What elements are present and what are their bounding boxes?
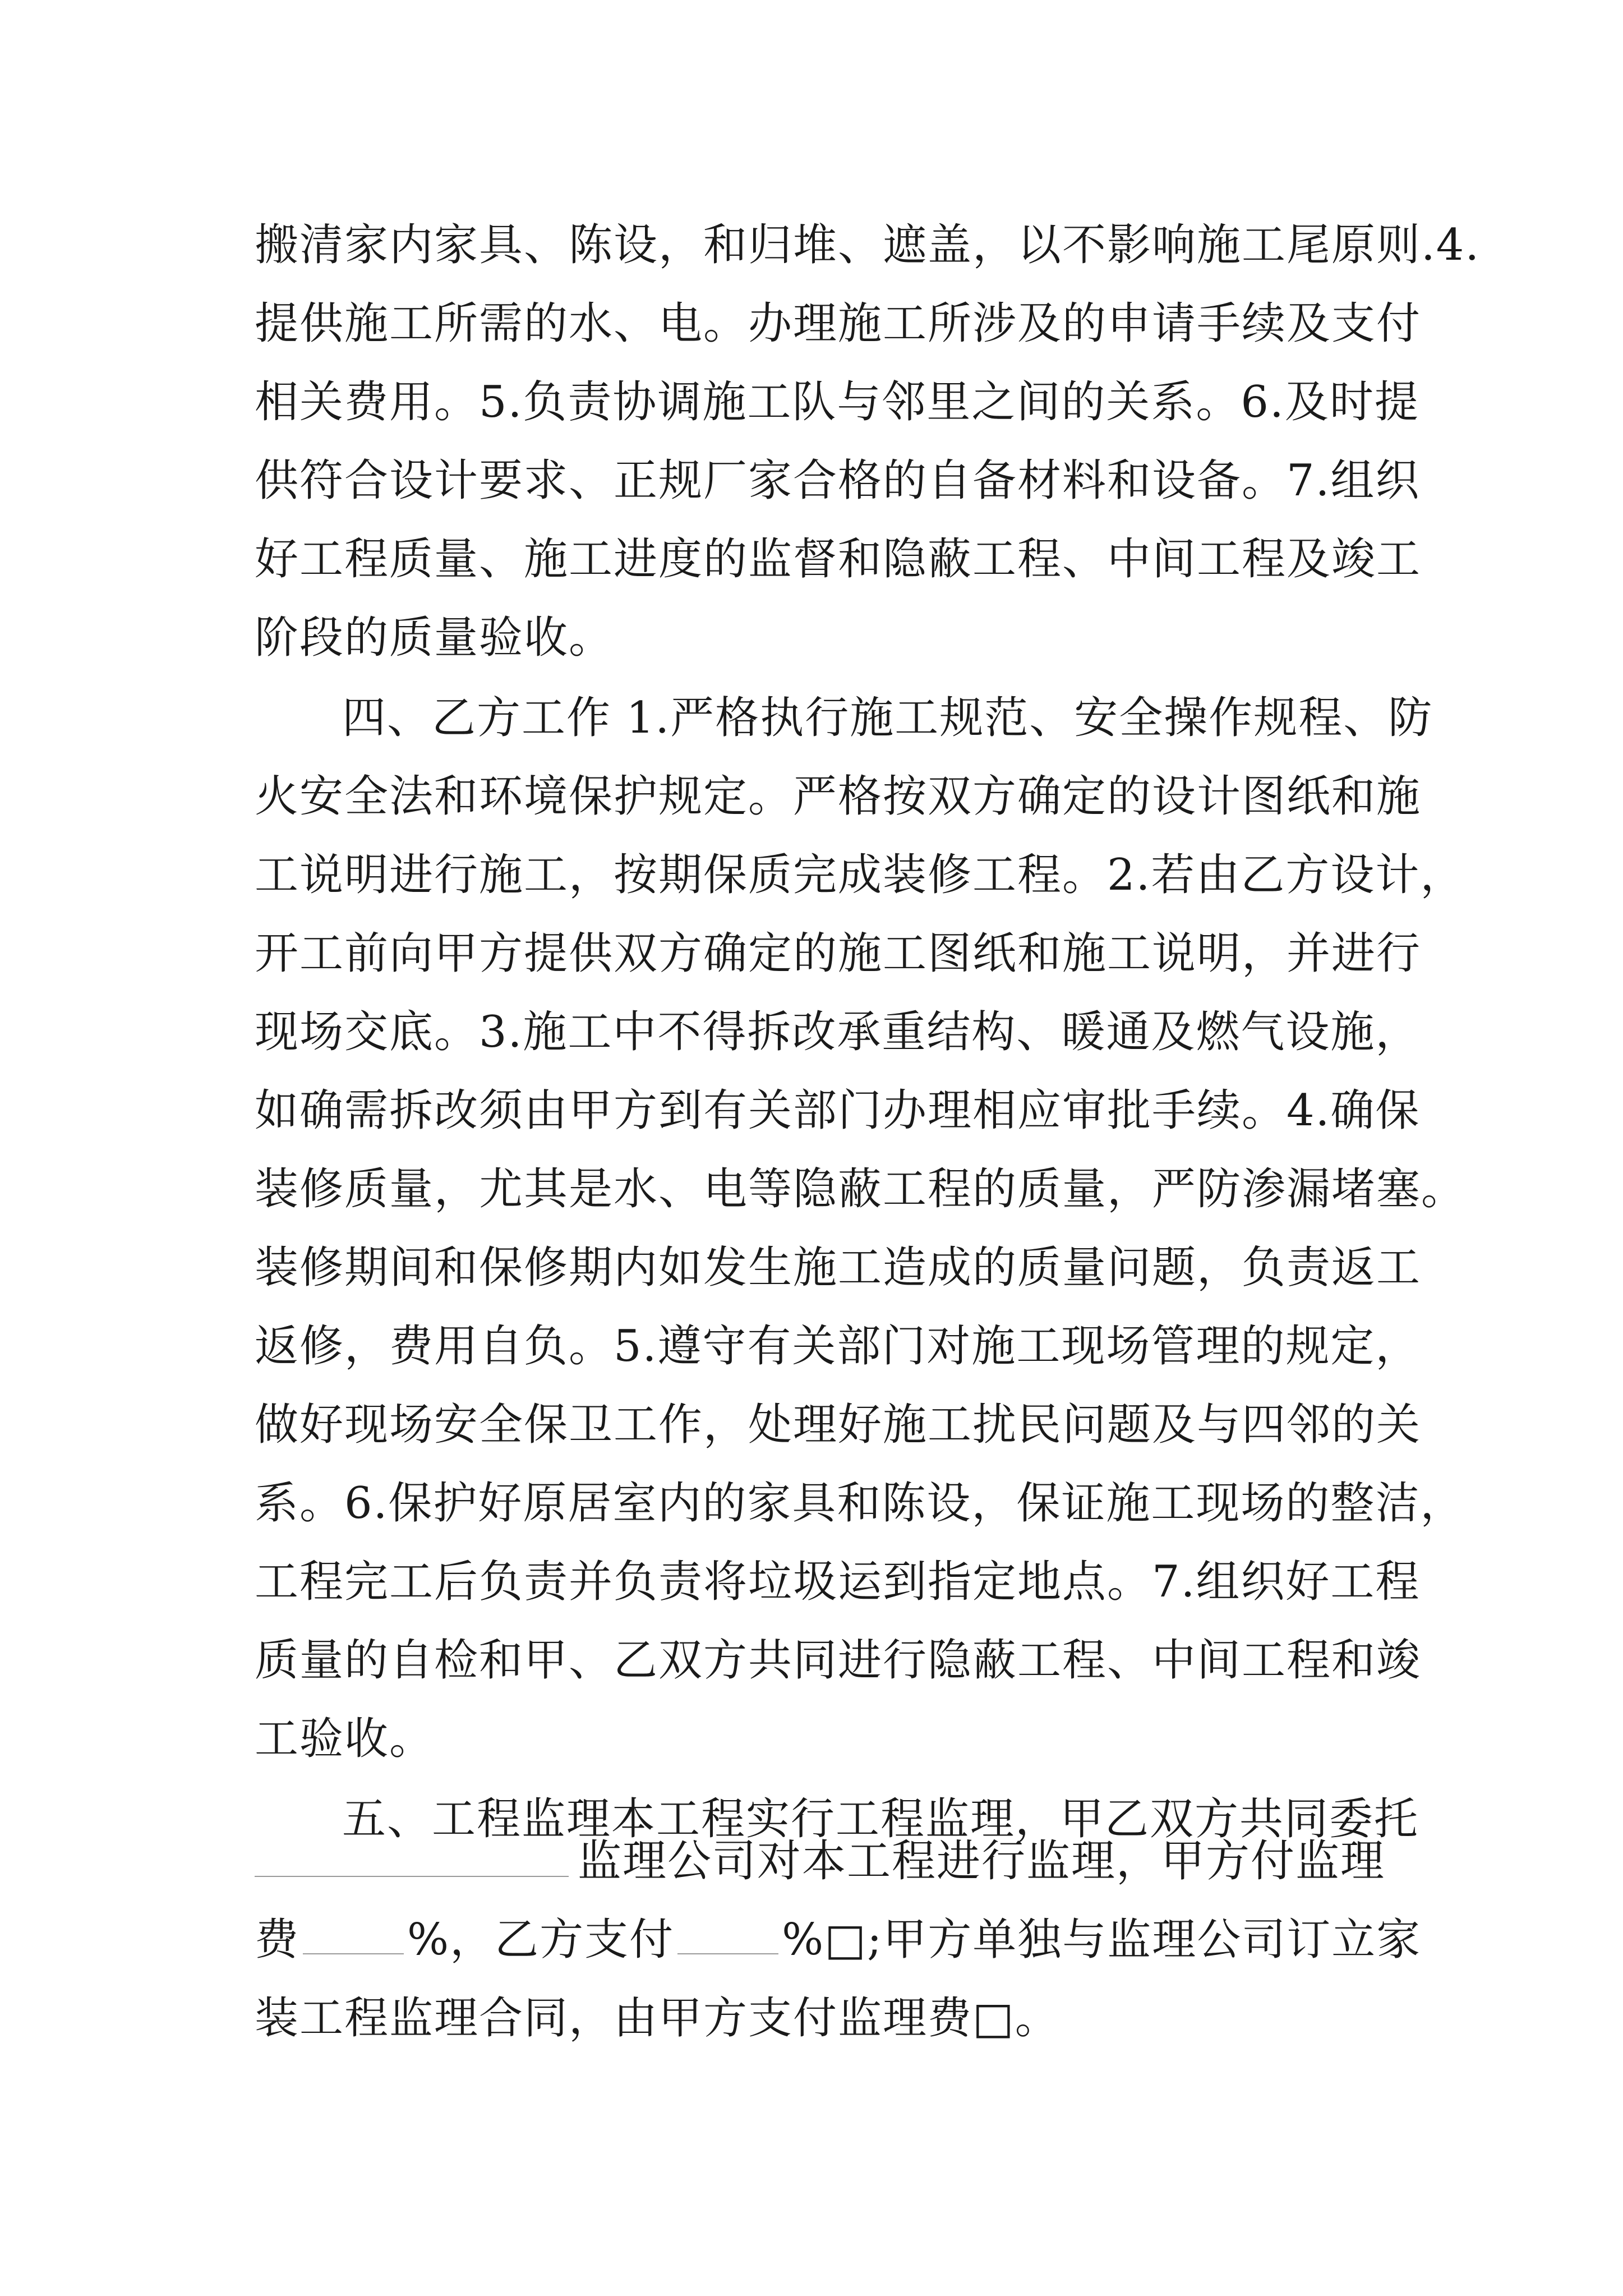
paragraph-line: 火安全法和环境保护规定。严格按双方确定的设计图纸和施	[255, 771, 1422, 822]
paragraph-line: 工验收。	[255, 1714, 435, 1764]
paragraph-line: 阶段的质量验收。	[255, 613, 614, 663]
paragraph-line-with-blanks	[255, 1901, 1422, 1979]
paragraph-line: 工说明进行施工，按期保质完成装修工程。2.若由乙方设计，	[255, 850, 1465, 900]
paragraph-line: 返修，费用自负。5.遵守有关部门对施工现场管理的规定，	[255, 1321, 1421, 1372]
section-heading-line: 五、工程监理本工程实行工程监理，甲乙双方共同委托	[342, 1794, 1419, 1844]
paragraph-line: 装工程监理合同，由甲方支付监理费□。	[255, 1993, 1060, 2044]
paragraph-line: 质量的自检和甲、乙双方共同进行隐蔽工程、中间工程和竣	[255, 1635, 1422, 1686]
fill-in-blank	[677, 1918, 778, 1954]
paragraph-line: 搬清家内家具、陈设，和归堆、遮盖，以不影响施工尾原则.4.	[255, 220, 1481, 270]
fill-in-blank	[303, 1918, 404, 1954]
line-text-segment: 费	[255, 1915, 300, 1965]
paragraph-line: 开工前向甲方提供双方确定的施工图纸和施工说明，并进行	[255, 928, 1422, 979]
section-heading-line: 四、乙方工作 1.严格执行施工规范、安全操作规程、防	[342, 693, 1433, 743]
paragraph-line: 系。6.保护好原居室内的家具和陈设，保证施工现场的整洁，	[255, 1478, 1465, 1529]
paragraph-line: 好工程质量、施工进度的监督和隐蔽工程、中间工程及竣工	[255, 534, 1422, 585]
paragraph-line: 供符合设计要求、正规厂家合格的自备材料和设备。7.组织	[255, 455, 1421, 506]
paragraph-line: 现场交底。3.施工中不得拆改承重结构、暖通及燃气设施，	[255, 1007, 1421, 1057]
paragraph-line: 提供施工所需的水、电。办理施工所涉及的申请手续及支付	[255, 298, 1422, 349]
paragraph-line: 装修期间和保修期内如发生施工造成的质量问题，负责返工	[255, 1243, 1422, 1293]
paragraph-line: 监理公司对本工程进行监理，甲方付监理	[578, 1836, 1386, 1887]
line-text-segment: %，乙方支付	[407, 1915, 675, 1965]
paragraph-line: 装修质量，尤其是水、电等隐蔽工程的质量，严防渗漏堵塞。	[255, 1164, 1467, 1214]
fill-in-blank	[255, 1876, 569, 1877]
line-text-segment: %□;甲方单独与监理公司订立家	[782, 1915, 1422, 1965]
paragraph-line: 做好现场安全保卫工作，处理好施工扰民问题及与四邻的关	[255, 1400, 1422, 1450]
paragraph-line: 工程完工后负责并负责将垃圾运到指定地点。7.组织好工程	[255, 1557, 1421, 1607]
paragraph-line: 相关费用。5.负责协调施工队与邻里之间的关系。6.及时提	[255, 377, 1419, 427]
paragraph-line: 如确需拆改须由甲方到有关部门办理相应审批手续。4.确保	[255, 1085, 1421, 1136]
